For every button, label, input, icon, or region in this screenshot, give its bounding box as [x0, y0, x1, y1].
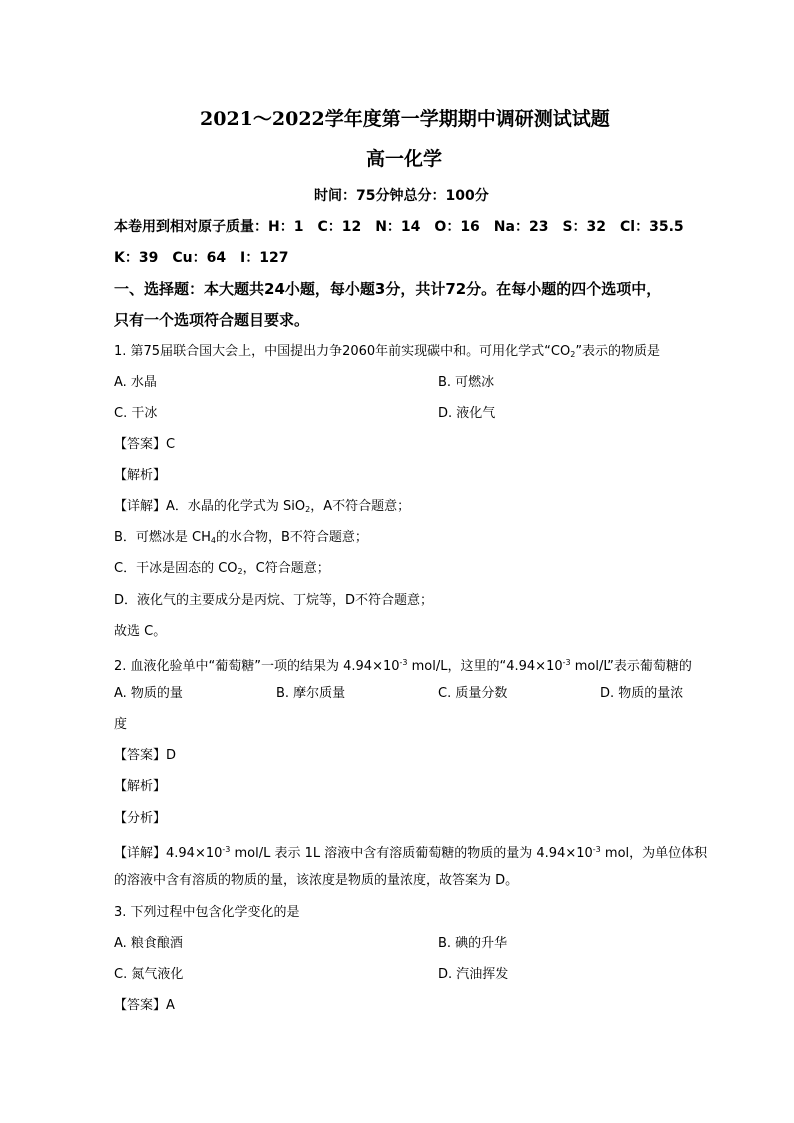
time-score-line: 时间：75分钟总分：100分	[314, 188, 489, 204]
superscript: -3	[399, 658, 408, 667]
detail-text: 【详解】4.94×10	[114, 846, 223, 861]
atomic-masses-line-2: K：39 Cu：64 I：127	[114, 250, 289, 266]
question-1-answer: 【答案】C	[114, 437, 176, 452]
question-1-option-d: D. 液化气	[438, 406, 496, 421]
detail-text-mid: mol/L 表示 1L 溶液中含有溶质葡萄糖的物质的量为 4.94×10	[230, 846, 593, 861]
question-1-detail-c	[114, 561, 330, 580]
question-1-detail-a	[114, 499, 410, 518]
question-2-option-b: B. 摩尔质量	[276, 686, 346, 701]
question-2-analysis-label: 【解析】	[114, 779, 167, 794]
subscript: 4	[210, 536, 216, 545]
subscript: 2	[237, 567, 243, 576]
section-heading-line-1: 一、选择题：本大题共24小题，每小题3分，共计72分。在每小题的四个选项中，	[114, 280, 662, 298]
detail-text-end: ，A不符合题意；	[310, 499, 411, 514]
question-1-detail-b	[114, 530, 368, 549]
question-2-stem-text: 2. 血液化验单中“葡萄糖”一项的结果为 4.94×10	[114, 659, 400, 674]
superscript: -3	[592, 845, 601, 854]
question-3-option-d: D. 汽油挥发	[438, 967, 509, 982]
detail-text-end: ，C符合题意；	[242, 561, 330, 576]
question-2-detail-line-2: 的溶液中含有溶质的物质的量，该浓度是物质的量浓度，故答案为 D。	[114, 873, 519, 888]
atomic-masses-line-1: 本卷用到相对原子质量：H：1 C：12 N：14 O：16 Na：23 S：32 Cl：35.5	[114, 219, 684, 235]
question-1-option-a: A. 水晶	[114, 375, 157, 390]
detail-text: B．可燃冰是 CH	[114, 530, 211, 545]
subscript: 2	[570, 350, 576, 359]
question-1-stem	[114, 344, 660, 363]
question-1-option-b: B. 可燃冰	[438, 375, 495, 390]
detail-text: C．干冰是固态的 CO	[114, 561, 238, 576]
detail-text-end: 的水合物，B不符合题意；	[216, 530, 368, 545]
question-1-option-c: C. 干冰	[114, 406, 158, 421]
question-2-stem-text-mid: mol/L，这里的“4.94×10	[407, 659, 563, 674]
superscript: -3	[222, 845, 231, 854]
exam-title: 2021～2022学年度第一学期期中调研测试试题	[200, 108, 610, 130]
section-heading-line-2: 只有一个选项符合题目要求。	[114, 311, 310, 329]
question-1-stem-text: 1. 第75届联合国大会上，中国提出力争2060年前实现碳中和。可用化学式“CO	[114, 344, 571, 359]
question-2-option-c: C. 质量分数	[438, 686, 508, 701]
subscript: 2	[305, 505, 311, 514]
question-2-option-a: A. 物质的量	[114, 686, 183, 701]
question-2-stem	[114, 655, 692, 675]
question-1-detail-d: D．液化气的主要成分是丙烷、丁烷等，D不符合题意；	[114, 593, 434, 608]
question-1-conclusion: 故选 C。	[114, 624, 167, 639]
detail-text: 【详解】A．水晶的化学式为 SiO	[114, 499, 306, 514]
question-2-detail-line-1	[114, 842, 707, 862]
question-1-analysis-label: 【解析】	[114, 468, 167, 483]
question-2-fenxi-label: 【分析】	[114, 811, 167, 826]
detail-text-end: mol，为单位体积	[600, 846, 708, 861]
question-3-option-c: C. 氮气液化	[114, 967, 184, 982]
question-2-answer: 【答案】D	[114, 748, 177, 763]
question-3-answer: 【答案】A	[114, 998, 175, 1013]
subject-title: 高一化学	[366, 148, 443, 170]
question-3-option-a: A. 粮食酿酒	[114, 936, 183, 951]
question-2-option-d-continued: 度	[114, 717, 128, 732]
question-3-option-b: B. 碘的升华	[438, 936, 508, 951]
question-2-stem-text-end: mol/L”表示葡萄糖的	[570, 659, 692, 674]
question-3-stem: 3. 下列过程中包含化学变化的是	[114, 905, 300, 920]
question-1-stem-text-end: ”表示的物质是	[575, 344, 661, 359]
question-2-option-d: D. 物质的量浓	[600, 686, 684, 701]
superscript: -3	[562, 658, 571, 667]
